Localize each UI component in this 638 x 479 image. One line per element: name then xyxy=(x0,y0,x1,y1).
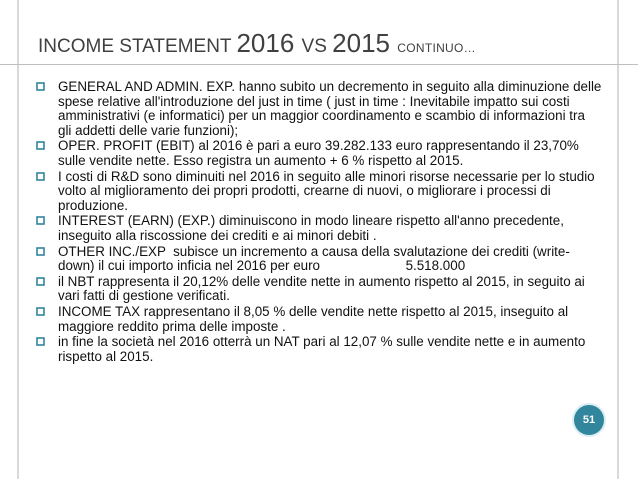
bullet-text: in fine la società nel 2016 otterrà un NAT pari al 12,07 % sulle vendite nette e in aumento rispetto al 2015. xyxy=(58,334,586,364)
title-divider xyxy=(0,64,638,65)
bullet-text: I costi di R&D sono diminuiti nel 2016 in seguito alle minori risorse necessarie per lo studio volto al miglioramento dei propri prodotti, crearne di nuovi, o migliorare i processi di produzione. xyxy=(58,168,595,213)
bullet-text: INTEREST (EARN) (EXP.) diminuiscono in modo lineare rispetto all'anno precedente, inseguito alla riscossione dei crediti e ai minori debiti . xyxy=(58,213,564,243)
hollow-square-bullet-icon xyxy=(36,277,45,286)
right-border-rule xyxy=(617,0,619,479)
hollow-square-bullet-icon xyxy=(36,216,45,225)
hollow-square-bullet-icon xyxy=(36,247,45,256)
bullet-text: INCOME TAX rappresentano il 8,05 % delle vendite nette rispetto al 2015, inseguito al maggiore reddito prima delle imposte . xyxy=(58,303,569,334)
title-part: 2016 xyxy=(236,28,302,58)
bullet-list xyxy=(36,80,602,365)
bullet-item xyxy=(36,335,602,364)
bullet-item xyxy=(36,214,602,243)
bullet-item xyxy=(36,139,602,168)
title-part: INCOME xyxy=(38,36,120,57)
bullet-item xyxy=(36,170,602,214)
bullet-text: OTHER INC./EXP subisce un incremento a causa della svalutazione dei crediti (write-down) il cui importo inficia nel 2016 per euro 5.518.000 xyxy=(58,243,570,274)
bullet-item xyxy=(36,305,602,334)
slide-title xyxy=(38,28,598,59)
hollow-square-bullet-icon xyxy=(36,141,45,150)
page-number-badge: 51 xyxy=(574,405,604,435)
bullet-text: OPER. PROFIT (EBIT) al 2016 è pari a euro 39.282.133 euro rappresentando il 23,70% sulle vendite nette. Esso registra un aumento + 6 % rispetto al 2015. xyxy=(58,138,579,168)
title-part: CONTINUO… xyxy=(397,41,476,55)
bullet-item xyxy=(36,275,602,304)
bullet-text: il NBT rappresenta il 20,12% delle vendite nette in aumento rispetto al 2015, in seguito ai vari fatti di gestione verificati. xyxy=(58,273,585,304)
title-part: 2015 xyxy=(332,28,398,58)
hollow-square-bullet-icon xyxy=(36,82,45,91)
bullet-item xyxy=(36,245,602,274)
hollow-square-bullet-icon xyxy=(36,307,45,316)
bullet-item xyxy=(36,80,602,138)
bullet-text: GENERAL AND ADMIN. EXP. hanno subito un decremento in seguito alla diminuzione delle spese relative all'introduzione del just in time ( just in time : Inevitabile impatto sui costi amministrativi (e informatici) per un maggior coordinamento e scambio di informazioni tra gli addetti delle varie funzioni); xyxy=(58,79,602,138)
hollow-square-bullet-icon xyxy=(36,172,45,181)
title-part: VS xyxy=(301,36,333,57)
hollow-square-bullet-icon xyxy=(36,337,45,346)
left-border-rule xyxy=(17,0,19,479)
title-part: STATEMENT xyxy=(119,36,237,57)
